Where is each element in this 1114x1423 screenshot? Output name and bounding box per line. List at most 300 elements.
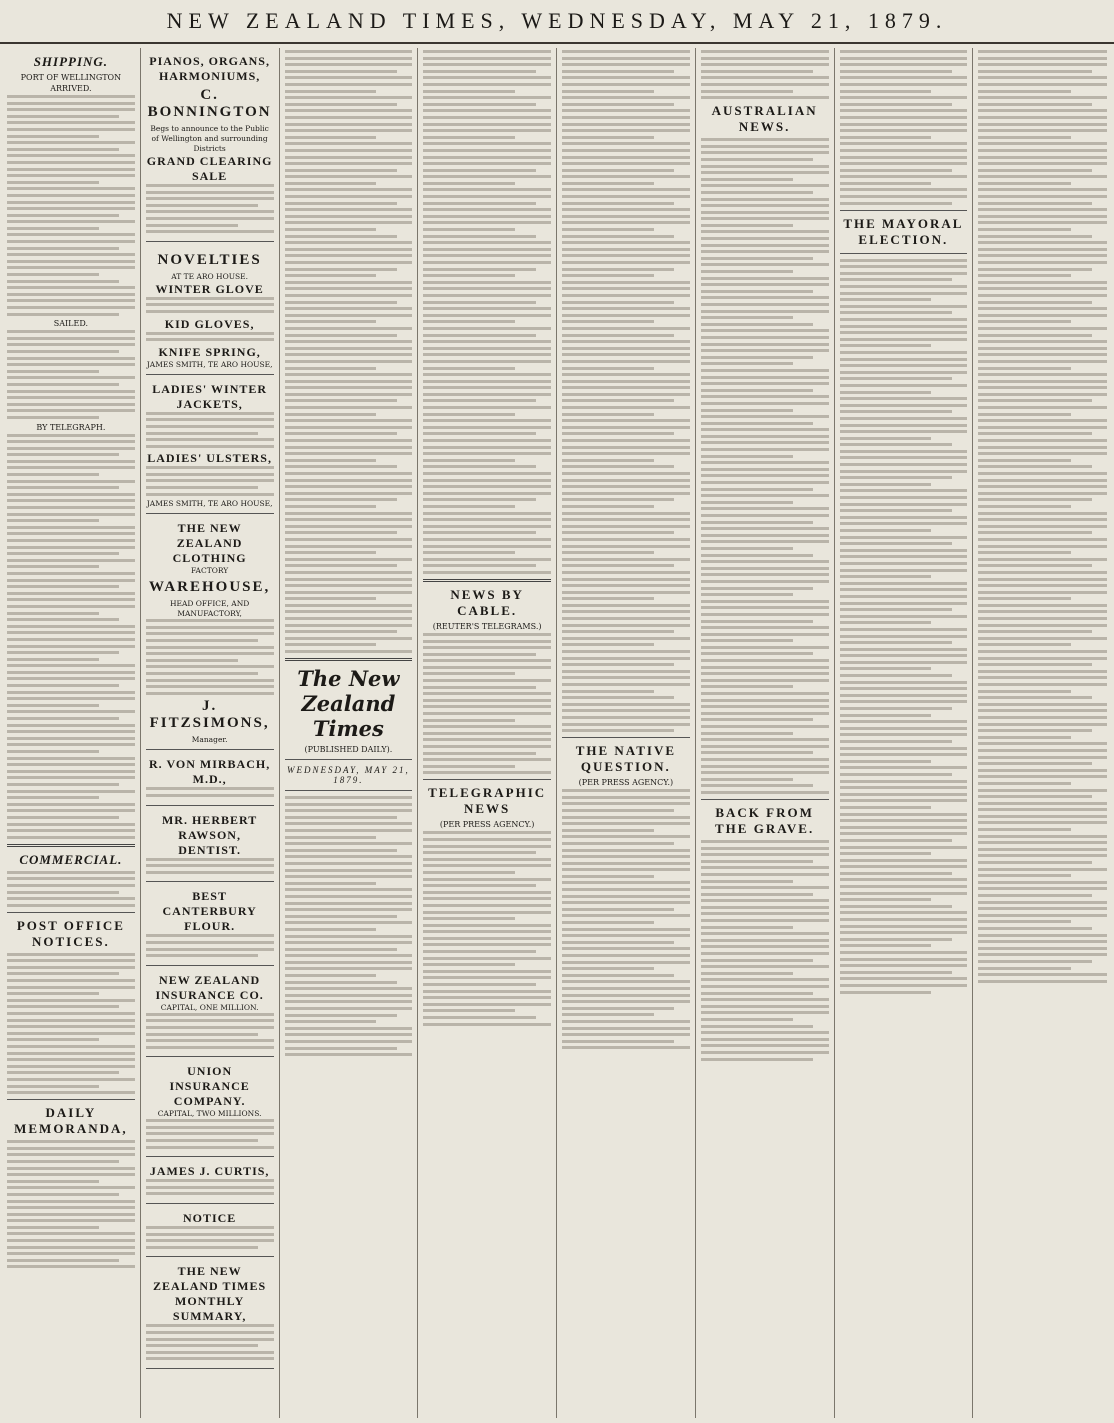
text-line bbox=[701, 461, 829, 464]
text-line bbox=[840, 50, 968, 53]
text-line bbox=[562, 70, 674, 73]
text-line bbox=[7, 770, 135, 773]
ladies-winter-jackets: LADIES' WINTER JACKETS, bbox=[152, 381, 268, 411]
text-line bbox=[146, 418, 274, 421]
text-line bbox=[840, 344, 932, 347]
text-line bbox=[978, 129, 1107, 132]
text-line bbox=[423, 96, 551, 99]
text-line bbox=[423, 943, 551, 946]
port-of-wellington: PORT OF WELLINGTON bbox=[20, 73, 122, 82]
text-line bbox=[978, 571, 1107, 574]
text-line bbox=[7, 181, 99, 184]
by-telegraph-label: BY TELEGRAPH. bbox=[36, 422, 106, 432]
text-line bbox=[7, 999, 135, 1002]
text-line bbox=[978, 274, 1071, 277]
text-line bbox=[562, 228, 654, 231]
text-line bbox=[978, 578, 1107, 581]
text-line bbox=[285, 842, 413, 845]
text-line bbox=[562, 419, 690, 422]
text-line bbox=[285, 274, 377, 277]
text-line bbox=[701, 633, 829, 636]
text-line bbox=[423, 692, 551, 695]
text-line bbox=[285, 895, 413, 898]
text-line bbox=[840, 516, 968, 519]
text-line bbox=[285, 373, 413, 376]
text-line bbox=[978, 208, 1107, 211]
text-line bbox=[423, 640, 551, 643]
text-line bbox=[840, 635, 968, 638]
text-line bbox=[423, 492, 551, 495]
text-line bbox=[562, 149, 690, 152]
text-line bbox=[562, 980, 690, 983]
text-line bbox=[840, 674, 952, 677]
text-line bbox=[423, 57, 551, 60]
text-line bbox=[423, 452, 551, 455]
text-line bbox=[423, 699, 551, 702]
text-line bbox=[146, 1132, 274, 1135]
text-line bbox=[285, 1047, 397, 1050]
text-line bbox=[146, 787, 274, 790]
text-line bbox=[285, 50, 413, 53]
text-line bbox=[978, 531, 1091, 534]
text-line bbox=[423, 878, 551, 881]
text-line bbox=[285, 76, 413, 79]
text-line bbox=[423, 446, 551, 449]
text-line bbox=[562, 835, 690, 838]
text-line bbox=[7, 273, 99, 276]
text-line bbox=[7, 102, 135, 105]
text-line bbox=[562, 485, 690, 488]
text-line bbox=[978, 835, 1107, 838]
text-line bbox=[7, 299, 135, 302]
text-line bbox=[978, 914, 1107, 917]
text-line bbox=[978, 505, 1071, 508]
curtis: JAMES J. CURTIS, bbox=[149, 1164, 270, 1179]
text-line bbox=[285, 386, 413, 389]
text-line bbox=[840, 898, 932, 901]
text-line bbox=[7, 207, 135, 210]
text-line bbox=[562, 347, 690, 350]
text-line bbox=[840, 648, 968, 651]
text-line bbox=[423, 294, 551, 297]
text-line bbox=[146, 297, 274, 300]
text-line bbox=[285, 406, 413, 409]
text-line bbox=[840, 562, 968, 565]
text-line bbox=[701, 138, 829, 141]
text-line bbox=[423, 831, 551, 834]
text-line bbox=[701, 705, 829, 708]
text-line bbox=[978, 742, 1107, 745]
text-line bbox=[840, 615, 968, 618]
text-line bbox=[7, 704, 99, 707]
column-8-text bbox=[978, 50, 1107, 983]
text-line bbox=[701, 606, 829, 609]
text-line bbox=[285, 803, 413, 806]
text-line bbox=[701, 840, 829, 843]
text-line bbox=[978, 940, 1107, 943]
text-line bbox=[562, 123, 690, 126]
text-line bbox=[840, 872, 952, 875]
text-line bbox=[562, 663, 674, 666]
text-line bbox=[978, 973, 1107, 976]
text-line bbox=[840, 391, 932, 394]
text-line bbox=[7, 783, 119, 786]
text-line bbox=[562, 1020, 690, 1023]
text-line bbox=[285, 822, 413, 825]
factory: FACTORY bbox=[191, 566, 229, 576]
text-line bbox=[701, 191, 813, 194]
text-line bbox=[562, 518, 690, 521]
text-line bbox=[7, 631, 135, 634]
text-line bbox=[562, 914, 690, 917]
text-line bbox=[423, 63, 551, 66]
text-line bbox=[285, 1040, 413, 1043]
text-line bbox=[562, 816, 690, 819]
text-line bbox=[146, 672, 258, 675]
text-line bbox=[701, 919, 829, 922]
text-line bbox=[423, 758, 551, 761]
text-line bbox=[562, 156, 690, 159]
text-line bbox=[423, 188, 551, 191]
text-line bbox=[701, 666, 829, 669]
text-line bbox=[285, 169, 397, 172]
jackets-text bbox=[146, 412, 274, 448]
text-line bbox=[562, 571, 690, 574]
clothing-ad bbox=[146, 517, 274, 750]
text-line bbox=[423, 228, 515, 231]
text-line bbox=[840, 90, 932, 93]
text-line bbox=[423, 426, 551, 429]
text-line bbox=[701, 978, 829, 981]
text-line bbox=[423, 732, 551, 735]
text-line bbox=[701, 1051, 829, 1054]
text-line bbox=[840, 265, 968, 268]
text-line bbox=[978, 934, 1107, 937]
text-line bbox=[423, 142, 551, 145]
text-line bbox=[978, 281, 1107, 284]
text-line bbox=[562, 472, 690, 475]
winter-glove: WINTER GLOVE bbox=[155, 281, 264, 296]
text-line bbox=[423, 725, 551, 728]
text-line bbox=[840, 116, 968, 119]
text-line bbox=[562, 182, 654, 185]
summary-text bbox=[146, 1324, 274, 1360]
text-line bbox=[423, 1003, 551, 1006]
text-line bbox=[840, 859, 968, 862]
text-line bbox=[701, 1025, 813, 1028]
text-line bbox=[701, 685, 793, 688]
text-line bbox=[285, 1007, 413, 1010]
text-line bbox=[285, 314, 413, 317]
text-line bbox=[7, 776, 135, 779]
text-line bbox=[562, 142, 690, 145]
text-line bbox=[285, 156, 413, 159]
text-line bbox=[562, 901, 690, 904]
text-line bbox=[562, 862, 690, 865]
text-line bbox=[285, 307, 413, 310]
text-line bbox=[978, 426, 1107, 429]
arrived-label: ARRIVED. bbox=[50, 84, 92, 93]
text-line bbox=[285, 597, 377, 600]
text-line bbox=[562, 591, 690, 594]
text-line bbox=[562, 637, 690, 640]
text-line bbox=[701, 389, 813, 392]
text-line bbox=[840, 483, 932, 486]
text-line bbox=[840, 351, 968, 354]
text-line bbox=[562, 465, 674, 468]
text-line bbox=[285, 994, 413, 997]
text-line bbox=[701, 481, 829, 484]
text-line bbox=[423, 281, 551, 284]
text-line bbox=[978, 637, 1107, 640]
text-line bbox=[7, 651, 119, 654]
text-line bbox=[701, 514, 829, 517]
text-line bbox=[146, 210, 274, 213]
text-line bbox=[285, 564, 397, 567]
text-line bbox=[285, 849, 397, 852]
text-line bbox=[146, 1192, 274, 1195]
text-line bbox=[423, 904, 551, 907]
text-line bbox=[285, 109, 413, 112]
text-line bbox=[7, 618, 119, 621]
text-line bbox=[978, 215, 1107, 218]
text-line bbox=[562, 320, 654, 323]
column-6-text bbox=[701, 50, 829, 99]
text-line bbox=[423, 103, 535, 106]
text-line bbox=[978, 670, 1107, 673]
text-line bbox=[423, 858, 551, 861]
text-line bbox=[562, 690, 654, 693]
memoranda-text bbox=[7, 1140, 135, 1268]
text-line bbox=[423, 340, 551, 343]
text-line bbox=[840, 437, 932, 440]
text-line bbox=[285, 829, 413, 832]
text-line bbox=[562, 967, 654, 970]
text-line bbox=[423, 70, 535, 73]
text-line bbox=[7, 816, 119, 819]
text-line bbox=[285, 287, 413, 290]
clothing-text bbox=[146, 619, 274, 695]
text-line bbox=[7, 214, 119, 217]
text-line bbox=[840, 628, 968, 631]
notice-ad bbox=[146, 1207, 274, 1257]
text-line bbox=[7, 658, 99, 661]
text-line bbox=[146, 204, 258, 207]
text-line bbox=[285, 617, 413, 620]
text-line bbox=[562, 657, 690, 660]
text-line bbox=[146, 864, 274, 867]
text-line bbox=[840, 305, 968, 308]
text-line bbox=[840, 536, 968, 539]
jackets-ad bbox=[146, 378, 274, 515]
text-line bbox=[423, 149, 551, 152]
text-line bbox=[562, 202, 674, 205]
text-line bbox=[978, 103, 1091, 106]
text-line bbox=[423, 373, 551, 376]
text-line bbox=[701, 224, 793, 227]
text-line bbox=[978, 70, 1091, 73]
text-line bbox=[7, 95, 135, 98]
text-line bbox=[978, 479, 1107, 482]
text-line bbox=[285, 882, 377, 885]
text-line bbox=[423, 545, 551, 548]
text-line bbox=[285, 188, 413, 191]
text-line bbox=[701, 613, 829, 616]
text-line bbox=[423, 1016, 535, 1019]
text-line bbox=[978, 894, 1091, 897]
text-line bbox=[7, 306, 135, 309]
text-line bbox=[423, 215, 551, 218]
text-line bbox=[978, 584, 1107, 587]
text-line bbox=[840, 272, 968, 275]
text-line bbox=[285, 129, 413, 132]
text-line bbox=[562, 221, 690, 224]
text-line bbox=[701, 369, 829, 372]
text-line bbox=[701, 494, 829, 497]
text-line bbox=[978, 821, 1107, 824]
text-line bbox=[285, 954, 413, 957]
text-line bbox=[701, 1031, 829, 1034]
text-line bbox=[562, 703, 690, 706]
text-line bbox=[840, 681, 968, 684]
text-line bbox=[840, 76, 968, 79]
text-line bbox=[285, 202, 397, 205]
text-line bbox=[423, 970, 551, 973]
text-line bbox=[978, 446, 1107, 449]
column-7 bbox=[835, 48, 974, 1418]
text-line bbox=[701, 435, 829, 438]
text-line bbox=[701, 860, 813, 863]
text-line bbox=[978, 380, 1107, 383]
text-line bbox=[840, 292, 968, 295]
text-line bbox=[701, 158, 813, 161]
rule bbox=[285, 658, 413, 661]
text-line bbox=[978, 604, 1107, 607]
text-line bbox=[840, 654, 968, 657]
text-line bbox=[840, 984, 968, 987]
nz-insurance: NEW ZEALAND INSURANCE CO. bbox=[155, 972, 264, 1002]
text-line bbox=[423, 386, 551, 389]
text-line bbox=[423, 109, 551, 112]
text-line bbox=[978, 439, 1107, 442]
text-line bbox=[562, 109, 690, 112]
text-line bbox=[840, 285, 968, 288]
text-line bbox=[701, 204, 829, 207]
text-line bbox=[285, 472, 413, 475]
mayoral-text bbox=[840, 259, 968, 994]
text-line bbox=[701, 580, 829, 583]
text-line bbox=[978, 967, 1071, 970]
text-line bbox=[146, 1331, 274, 1334]
text-line bbox=[562, 393, 690, 396]
text-line bbox=[7, 972, 119, 975]
text-line bbox=[701, 323, 813, 326]
text-line bbox=[562, 386, 690, 389]
text-line bbox=[701, 998, 829, 1001]
text-line bbox=[840, 149, 968, 152]
text-line bbox=[701, 244, 829, 247]
text-line bbox=[978, 703, 1107, 706]
rule bbox=[423, 579, 551, 582]
text-line bbox=[562, 809, 674, 812]
text-line bbox=[701, 554, 813, 557]
text-line bbox=[146, 1119, 274, 1122]
text-line bbox=[701, 165, 829, 168]
clearing-sale: GRAND CLEARING SALE bbox=[146, 154, 273, 183]
text-line bbox=[840, 555, 968, 558]
insurance-ad bbox=[146, 969, 274, 1058]
pianos-name: C. BONNINGTON bbox=[147, 87, 272, 120]
head-office: HEAD OFFICE, AND MANUFACTORY, bbox=[169, 599, 250, 619]
text-line bbox=[840, 760, 932, 763]
text-line bbox=[285, 340, 413, 343]
post-office-text bbox=[7, 953, 135, 1094]
text-line bbox=[7, 486, 119, 489]
text-line bbox=[285, 643, 377, 646]
text-line bbox=[701, 771, 829, 774]
text-line bbox=[840, 826, 968, 829]
text-line bbox=[701, 952, 829, 955]
text-line bbox=[285, 967, 413, 970]
text-line bbox=[840, 470, 968, 473]
text-line bbox=[562, 551, 654, 554]
text-line bbox=[7, 466, 135, 469]
text-line bbox=[701, 395, 829, 398]
text-line bbox=[840, 905, 952, 908]
text-line bbox=[840, 142, 968, 145]
text-line bbox=[7, 247, 119, 250]
text-line bbox=[840, 740, 952, 743]
published-daily: (PUBLISHED DAILY). bbox=[304, 745, 393, 755]
text-line bbox=[701, 1018, 793, 1021]
text-line bbox=[7, 330, 135, 333]
text-line bbox=[285, 875, 413, 878]
text-line bbox=[562, 789, 690, 792]
text-line bbox=[423, 261, 551, 264]
text-line bbox=[840, 588, 968, 591]
text-line bbox=[7, 546, 135, 549]
text-line bbox=[146, 659, 238, 662]
text-line bbox=[840, 509, 952, 512]
text-line bbox=[840, 377, 952, 380]
text-line bbox=[562, 261, 690, 264]
text-line bbox=[423, 633, 551, 636]
text-line bbox=[423, 479, 551, 482]
text-line bbox=[423, 538, 551, 541]
text-line bbox=[701, 547, 793, 550]
text-line bbox=[701, 257, 813, 260]
text-line bbox=[562, 723, 690, 726]
text-line bbox=[701, 263, 829, 266]
shipping-heading: SHIPPING. bbox=[33, 54, 109, 69]
mirbach: R. VON MIRBACH, M.D., bbox=[149, 757, 271, 787]
text-line bbox=[562, 287, 690, 290]
text-line bbox=[285, 281, 413, 284]
date-line: WEDNESDAY, MAY 21, 1879. bbox=[287, 765, 410, 786]
text-line bbox=[840, 57, 968, 60]
text-line bbox=[701, 893, 813, 896]
text-line bbox=[7, 337, 135, 340]
text-line bbox=[562, 987, 690, 990]
text-line bbox=[562, 531, 674, 534]
text-line bbox=[7, 1012, 135, 1015]
text-line bbox=[701, 639, 793, 642]
text-line bbox=[285, 921, 413, 924]
text-line bbox=[285, 610, 413, 613]
text-line bbox=[7, 286, 135, 289]
text-line bbox=[978, 287, 1107, 290]
text-line bbox=[562, 294, 690, 297]
